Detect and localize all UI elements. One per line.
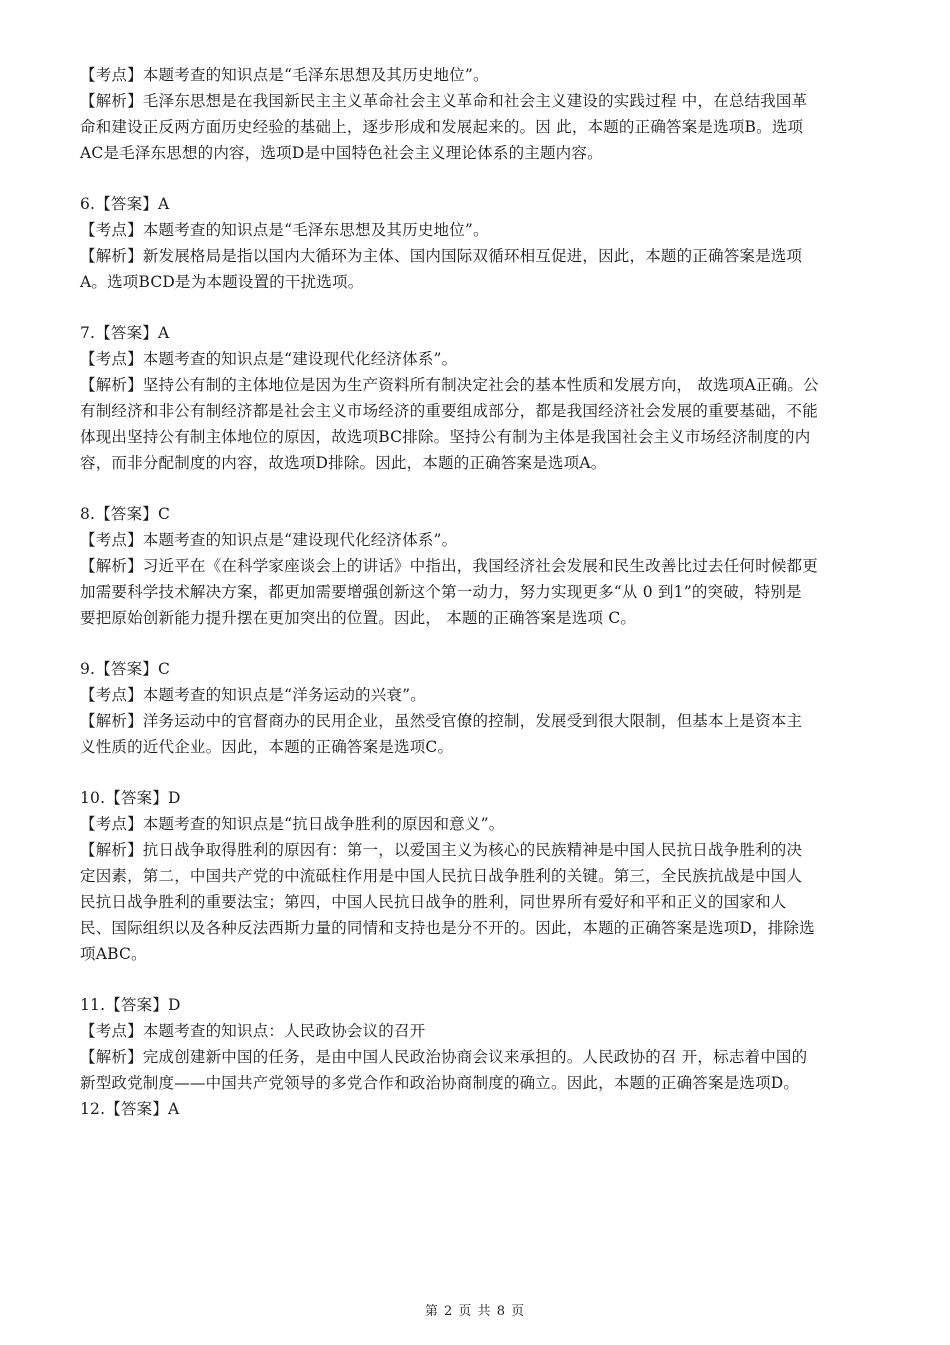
answer-block-8	[80, 501, 870, 631]
knowledge-point-line: 【考点】本题考查的知识点：人民政协会议的召开	[80, 1022, 426, 1040]
answer-block-11	[80, 992, 870, 1122]
knowledge-point-line: 【考点】本题考查的知识点是“建设现代化经济体系”。	[80, 531, 458, 549]
answer-block-10	[80, 785, 870, 967]
analysis-line: A。选项BCD是为本题设置的干扰选项。	[80, 273, 364, 291]
document-body	[80, 62, 870, 1122]
analysis-line: 体现出坚持公有制主体地位的原因，故选项BC排除。坚持公有制为主体是我国社会主义市场经济制度的内	[80, 428, 811, 446]
analysis-line: 【解析】完成创建新中国的任务，是由中国人民政治协商会议来承担的。人民政协的召 开，标志着中国的	[80, 1048, 808, 1066]
analysis-line: 有制经济和非公有制经济都是社会主义市场经济的重要组成部分，都是我国经济社会发展的重要基础，不能	[80, 402, 818, 420]
analysis-line: 要把原始创新能力提升摆在更加突出的位置。因此， 本题的正确答案是选项 C。	[80, 609, 637, 627]
knowledge-point-line: 【考点】本题考查的知识点是“毛泽东思想及其历史地位”。	[80, 66, 489, 84]
analysis-line: 【解析】抗日战争取得胜利的原因有：第一，以爱国主义为核心的民族精神是中国人民抗日战争胜利的决	[80, 841, 803, 859]
analysis-line: 加需要科学技术解决方案，都更加需要增强创新这个第一动力，努力实现更多“从 0 到1”的突破，特别是	[80, 583, 802, 601]
page-number: 第 2 页 共 8 页	[424, 1304, 526, 1319]
analysis-line: 项ABC。	[80, 945, 147, 963]
answer-block-6	[80, 191, 870, 295]
analysis-line: 容，而非分配制度的内容，故选项D排除。因此，本题的正确答案是选项A。	[80, 454, 607, 472]
analysis-line: 【解析】习近平在《在科学家座谈会上的讲话》中指出，我国经济社会发展和民生改善比过去任何时候都更	[80, 557, 818, 575]
answer-line: 8.【答案】C	[80, 505, 171, 523]
answer-block-9	[80, 656, 870, 760]
answer-block-5	[80, 62, 870, 166]
analysis-line: 民、国际组织以及各种反法西斯力量的同情和支持也是分不开的。因此，本题的正确答案是选项D，排除选	[80, 919, 815, 937]
knowledge-point-line: 【考点】本题考查的知识点是“建设现代化经济体系”。	[80, 350, 458, 368]
analysis-line: 义性质的近代企业。因此，本题的正确答案是选项C。	[80, 738, 454, 756]
analysis-line: 【解析】新发展格局是指以国内大循环为主体、国内国际双循环相互促进，因此，本题的正确答案是选项	[80, 247, 803, 265]
answer-line: 11.【答案】D	[80, 996, 181, 1014]
answer-line: 12.【答案】A	[80, 1100, 180, 1118]
knowledge-point-line: 【考点】本题考查的知识点是“抗日战争胜利的原因和意义”。	[80, 815, 505, 833]
analysis-line: 定因素，第二，中国共产党的中流砥柱作用是中国人民抗日战争胜利的关键。第三，全民族抗战是中国人	[80, 867, 803, 885]
answer-line: 9.【答案】C	[80, 660, 171, 678]
analysis-line: 【解析】坚持公有制的主体地位是因为生产资料所有制决定社会的基本性质和发展方向， 故选项A正确。公	[80, 376, 819, 394]
analysis-line: 【解析】洋务运动中的官督商办的民用企业，虽然受官僚的控制，发展受到很大限制，但基本上是资本主	[80, 712, 803, 730]
answer-line: 6.【答案】A	[80, 195, 170, 213]
analysis-line: AC是毛泽东思想的内容，选项D是中国特色社会主义理论体系的主题内容。	[80, 144, 603, 162]
knowledge-point-line: 【考点】本题考查的知识点是“洋务运动的兴衰”。	[80, 686, 426, 704]
answer-line: 7.【答案】A	[80, 324, 170, 342]
answer-block-7	[80, 320, 870, 476]
knowledge-point-line: 【考点】本题考查的知识点是“毛泽东思想及其历史地位”。	[80, 221, 489, 239]
answer-line: 10.【答案】D	[80, 789, 181, 807]
analysis-line: 新型政党制度——中国共产党领导的多党合作和政治协商制度的确立。因此，本题的正确答案是选项D。	[80, 1074, 800, 1092]
analysis-line: 【解析】毛泽东思想是在我国新民主主义革命社会主义革命和社会主义建设的实践过程 中，在总结我国革	[80, 92, 808, 110]
analysis-line: 命和建设正反两方面历史经验的基础上，逐步形成和发展起来的。因 此，本题的正确答案是选项B。选项	[80, 118, 804, 136]
analysis-line: 民抗日战争胜利的重要法宝；第四，中国人民抗日战争的胜利，同世界所有爱好和平和正义的国家和人	[80, 893, 787, 911]
